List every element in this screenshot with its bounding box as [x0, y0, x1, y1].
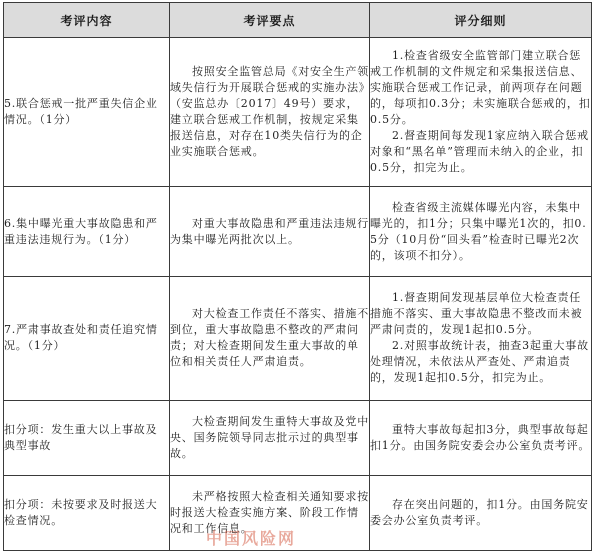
- table-row: [4, 476, 592, 551]
- item-cell: 6.集中曝光重大事故隐患和严重违法违规行为。（1分）: [4, 187, 170, 277]
- detail-cell: [370, 400, 592, 476]
- detail-text: 2.对照事故统计表，抽查3起重大事故处理情况，未依法从严查处、严肃追责的，发现1起扣0.5分，扣完为止。: [370, 339, 589, 385]
- point-text: 对大检查工作责任不落实、措施不到位，重大事故隐患不整改的严肃问责；对大检查期间发生重大事故的单位和相关责任人严肃追责。: [170, 307, 369, 369]
- point-text: 大检查期间发生重特大事故及党中央、国务院领导同志批示过的典型事故。: [170, 415, 369, 461]
- point-text: 未严格按照大检查相关通知要求按时报送大检查实施方案、阶段工作情况和工作信息。: [170, 490, 369, 536]
- detail-text: 存在突出问题的，扣1分。由国务院安委会办公室负责考评。: [370, 498, 589, 528]
- detail-cell: [370, 38, 592, 187]
- point-cell: [170, 38, 370, 187]
- evaluation-table: [3, 2, 592, 551]
- table-row: [4, 400, 592, 476]
- point-cell: [170, 187, 370, 277]
- header-row: [4, 3, 592, 38]
- detail-cell: [370, 276, 592, 400]
- table-row: [4, 187, 592, 277]
- point-text: 对重大事故隐患和严重违法违规行为集中曝光两批次以上。: [170, 216, 369, 246]
- item-cell: 扣分项：发生重大以上事故及典型事故: [4, 400, 170, 476]
- table-row: [4, 276, 592, 400]
- watermark-text: 中国风险网: [206, 529, 297, 548]
- detail-cell: [370, 476, 592, 551]
- point-cell: [170, 400, 370, 476]
- item-cell: 扣分项：未按要求及时报送大检查情况。: [4, 476, 170, 551]
- detail-text: 1.检查省级安全监管部门建立联合惩戒工作机制的文件规定和采集报送信息、实施联合惩戒工作记录，前两项存在问题的，每项扣0.3分；未实施联合惩戒的，扣0.5分。: [370, 49, 591, 127]
- detail-text: 重特大事故每起扣3分，典型事故每起扣1分。由国务院安委会办公室负责考评。: [370, 423, 591, 453]
- point-cell: [170, 276, 370, 400]
- detail-cell: [370, 187, 592, 277]
- header-scoring-rules: 评分细则: [370, 3, 592, 38]
- detail-text: 1.督查期间发现基层单位大检查责任措施不落实、重大事故隐患不整改而未被严肃问责的，发现1起扣0.5分。: [370, 291, 583, 337]
- header-evaluation-points: 考评要点: [170, 3, 370, 38]
- detail-text: 2.督查期间每发现1家应纳入联合惩戒对象和“黑名单”管理而未纳入的企业，扣0.5分，扣完为止。: [370, 129, 589, 175]
- item-cell: 5.联合惩戒一批严重失信企业情况。（1分）: [4, 38, 170, 187]
- header-evaluation-content: 考评内容: [4, 3, 170, 38]
- item-cell: 7.严肃事故查处和责任追究情况。（1分）: [4, 276, 170, 400]
- point-text: 按照安全监管总局《对安全生产领域失信行为开展联合惩戒的实施办法》（安监总办〔2017〕49号）要求，建立联合惩戒工作机制，按规定采集报送信息，对存在10类失信行为的企业实施联合惩戒。: [170, 65, 369, 159]
- detail-text: 检查省级主流媒体曝光内容，未集中曝光的，扣1分；只集中曝光1次的，扣0.5分（10月份“回头看”检查时已曝光2次的，该项不扣分）。: [370, 200, 587, 262]
- table-row: [4, 38, 592, 187]
- point-cell: [170, 476, 370, 551]
